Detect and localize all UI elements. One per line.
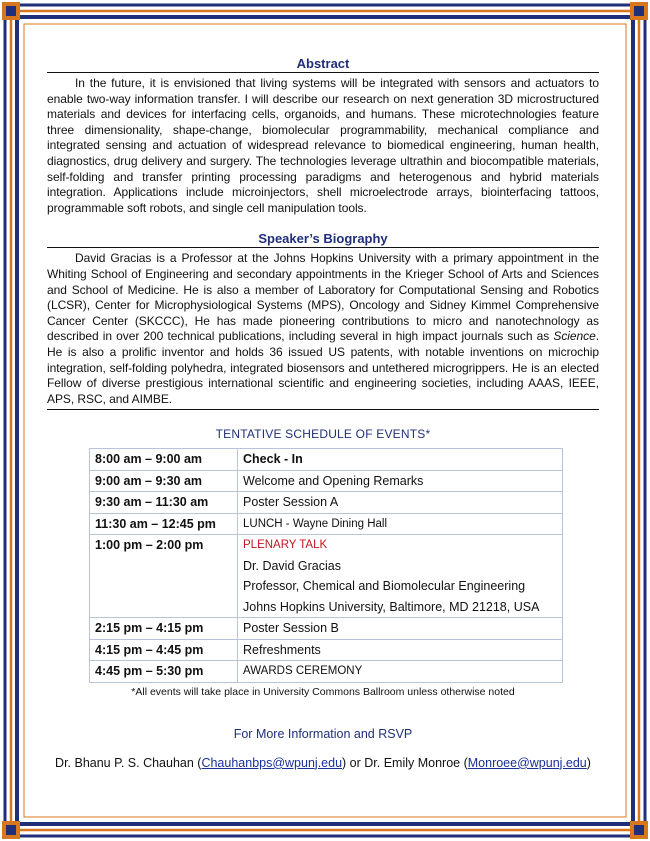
biography-section: [47, 231, 599, 410]
biography-text-part2: . He is also a prolific inventor and holds 36 issued US patents, with notable inventions on microchip integration, self-folding polyhedra, integrated biosensors and untethered microgrippers. He is an elected Fellow of diverse prestigious international scientific and engineering societies, including AAAS, IEEE, APS, RSC, and AIMBE.: [47, 329, 599, 406]
schedule-time: 8:00 am – 9:00 am: [90, 449, 238, 471]
schedule-row-plenary: [90, 535, 563, 618]
schedule-section: [47, 427, 599, 698]
schedule-table: [89, 448, 563, 683]
biography-text: [47, 251, 599, 407]
biography-text-part1: David Gracias is a Professor at the Johns Hopkins University with a primary appointment in the Whiting School of Engineering and secondary appointments in the Krieger School of Arts and Sciences and School of Medicine. He is also a member of Laboratory for Computational Sensing and Robotics (LCSR), Center for Microphysiological Systems (MPS), Oncology and Sidney Kimmel Comprehensive Cancer Center (SKCCC), He has made pioneering contributions to micro and nanotechnology as described in over 200 technical publications, including several in high impact journals such as: [47, 251, 599, 344]
schedule-event: Check - In: [238, 449, 563, 471]
schedule-time: 9:00 am – 9:30 am: [90, 470, 238, 492]
schedule-event: Welcome and Opening Remarks: [238, 470, 563, 492]
plenary-speaker: Dr. David Gracias: [243, 558, 341, 573]
rsvp-section: [47, 727, 599, 770]
schedule-time: 4:45 pm – 5:30 pm: [90, 661, 238, 683]
schedule-event: AWARDS CEREMONY: [238, 661, 563, 683]
email-link-chauhan[interactable]: Chauhanbps@wpunj.edu: [201, 755, 343, 770]
schedule-title: TENTATIVE SCHEDULE OF EVENTS*: [215, 427, 431, 442]
biography-divider: [47, 247, 599, 248]
rsvp-prefix: Dr. Bhanu P. S. Chauhan (: [55, 755, 202, 770]
abstract-divider: [47, 72, 599, 73]
rsvp-contacts: [47, 756, 599, 770]
schedule-row: [90, 470, 563, 492]
schedule-row: [90, 618, 563, 640]
rsvp-title: For More Information and RSVP: [233, 726, 413, 741]
schedule-time: 4:15 pm – 4:45 pm: [90, 639, 238, 661]
plenary-position: Professor, Chemical and Biomolecular Engineering: [243, 579, 526, 594]
plenary-affiliation: Johns Hopkins University, Baltimore, MD 21218, USA: [243, 599, 540, 614]
schedule-time: 1:00 pm – 2:00 pm: [90, 535, 238, 618]
schedule-row: [90, 639, 563, 661]
schedule-event: Poster Session A: [238, 492, 563, 514]
schedule-event: LUNCH - Wayne Dining Hall: [238, 513, 563, 535]
schedule-time: 2:15 pm – 4:15 pm: [90, 618, 238, 640]
page-content: [47, 52, 599, 770]
schedule-row: [90, 449, 563, 471]
schedule-time: 11:30 am – 12:45 pm: [90, 513, 238, 535]
plenary-label: PLENARY TALK: [243, 539, 328, 552]
abstract-title: Abstract: [296, 56, 350, 71]
abstract-text: In the future, it is envisioned that living systems will be integrated with sensors and actuators to enable two-way information transfer. I will describe our research on next generation 3D microstructured materials and devices for interfacing cells, organoids, and humans. These microtechnologies feature three dimensionality, shape-change, biomolecular programmability, mechanical compliance and integrated sensing and actuation of widespread relevance to biomedical engineering, human health, diagnostics, drug delivery and surgery. The technologies leverage ultrathin and biocompatible materials, self-folding and transfer printing processing paradigms and heterogenous and hybrid materials integration. Applications include microinjectors, shell microelectrode arrays, biointerfacing tattoos, programmable soft robots, and single cell manipulation tools.: [47, 76, 599, 215]
biography-bottom-divider: [47, 409, 599, 410]
schedule-row: [90, 513, 563, 535]
schedule-row: [90, 661, 563, 683]
schedule-event: Poster Session B: [238, 618, 563, 640]
email-link-monroe[interactable]: Monroee@wpunj.edu: [467, 755, 587, 770]
schedule-event: Refreshments: [238, 639, 563, 661]
abstract-section: [47, 56, 599, 216]
biography-title: Speaker’s Biography: [258, 231, 388, 247]
biography-journal-italic: Science: [553, 329, 596, 344]
schedule-event-plenary: [238, 535, 563, 618]
rsvp-middle: ) or Dr. Emily Monroe (: [342, 755, 468, 770]
rsvp-suffix: ): [586, 755, 591, 770]
schedule-time: 9:30 am – 11:30 am: [90, 492, 238, 514]
schedule-note: *All events will take place in University Commons Ballroom unless otherwise noted: [131, 685, 515, 698]
schedule-row: [90, 492, 563, 514]
